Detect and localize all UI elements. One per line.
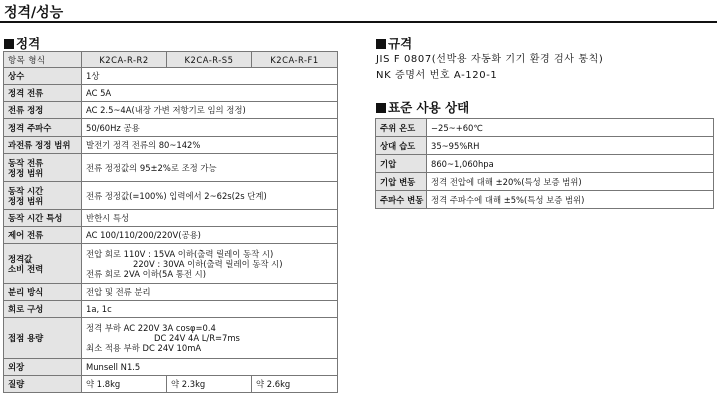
mass-s5: 약 2.3kg	[167, 376, 252, 393]
table-row	[376, 119, 714, 137]
row-value: 860~1,060hpa	[427, 155, 714, 173]
standards-heading-text: 규격	[388, 36, 413, 51]
square-bullet-icon	[4, 39, 14, 49]
row-label: 주위 온도	[376, 119, 427, 137]
table-row	[4, 119, 338, 137]
standards-heading	[376, 34, 412, 52]
row-value: 1a, 1c	[82, 301, 338, 318]
table-row	[376, 191, 714, 209]
table-row	[376, 155, 714, 173]
model-f1: K2CA-R-F1	[252, 52, 338, 68]
row-label: 기압 변동	[376, 173, 427, 191]
row-value: AC 100/110/200/220V(공용)	[82, 227, 338, 244]
row-value: 50/60Hz 공용	[82, 119, 338, 137]
square-bullet-icon	[376, 39, 386, 49]
rating-heading-text: 정격	[16, 36, 41, 51]
table-row	[376, 137, 714, 155]
row-label: 동작 시간 정정 범위	[4, 182, 82, 210]
table-row	[4, 376, 338, 393]
table-row	[4, 301, 338, 318]
row-value: −25~+60℃	[427, 119, 714, 137]
row-value: 전압 및 전류 분리	[82, 284, 338, 301]
row-label: 질량	[4, 376, 82, 393]
header-label: 항목 형식	[4, 52, 82, 68]
row-label: 정격값 소비 전력	[4, 244, 82, 284]
row-value: 전압 회로 110V : 15VA 이하(출력 릴레이 동작 시) 220V : 30VA 이하(출력 릴레이 동작 시) 전류 회로 2VA 이하(5A 통전 시)	[82, 244, 338, 284]
row-label: 동작 시간 특성	[4, 210, 82, 227]
row-label: 과전류 정정 범위	[4, 137, 82, 154]
row-label: 상수	[4, 68, 82, 85]
rating-table	[3, 51, 338, 393]
row-value: 정격 전압에 대해 ±20%(특성 보증 범위)	[427, 173, 714, 191]
row-label: 기압	[376, 155, 427, 173]
row-label: 상대 습도	[376, 137, 427, 155]
row-label: 접점 용량	[4, 318, 82, 359]
title-divider	[0, 21, 717, 23]
row-label: 외장	[4, 359, 82, 376]
model-r2: K2CA-R-R2	[82, 52, 167, 68]
row-value: 발전기 정격 전류의 80~142%	[82, 137, 338, 154]
table-row	[4, 210, 338, 227]
row-label: 주파수 변동	[376, 191, 427, 209]
row-label: 정격 주파수	[4, 119, 82, 137]
square-bullet-icon	[376, 103, 386, 113]
row-value: Munsell N1.5	[82, 359, 338, 376]
row-value: AC 5A	[82, 85, 338, 102]
conditions-heading-text: 표준 사용 상태	[388, 100, 470, 115]
row-value: AC 2.5~4A(내장 가변 저항기로 임의 정정)	[82, 102, 338, 119]
row-value: 정격 주파수에 대해 ±5%(특성 보증 범위)	[427, 191, 714, 209]
table-row	[4, 102, 338, 119]
table-row	[4, 154, 338, 182]
table-row	[4, 244, 338, 284]
row-value: 전류 정정값의 95±2%로 조정 가능	[82, 154, 338, 182]
row-label: 전류 정정	[4, 102, 82, 119]
page-title: 정격/성능	[4, 5, 64, 21]
table-row	[4, 359, 338, 376]
table-row	[4, 68, 338, 85]
table-row	[4, 284, 338, 301]
row-label: 동작 전류 정정 범위	[4, 154, 82, 182]
row-label: 제어 전류	[4, 227, 82, 244]
row-label: 정격 전류	[4, 85, 82, 102]
row-value: 전류 정정값(=100%) 입력에서 2~62s(2s 단계)	[82, 182, 338, 210]
row-value: 정격 부하 AC 220V 3A cosφ=0.4 DC 24V 4A L/R=7ms 최소 적용 부하 DC 24V 10mA	[82, 318, 338, 359]
standard-nk: NK 증명서 번호 A-120-1	[376, 70, 498, 81]
table-row	[4, 318, 338, 359]
mass-r2: 약 1.8kg	[82, 376, 167, 393]
table-row	[4, 182, 338, 210]
table-row	[4, 227, 338, 244]
table-row	[4, 137, 338, 154]
conditions-heading	[376, 98, 469, 116]
mass-f1: 약 2.6kg	[252, 376, 338, 393]
table-row	[4, 85, 338, 102]
rating-heading	[4, 34, 40, 52]
row-value: 35~95%RH	[427, 137, 714, 155]
table-header-row	[4, 52, 338, 68]
table-row	[376, 173, 714, 191]
row-label: 회로 구성	[4, 301, 82, 318]
model-s5: K2CA-R-S5	[167, 52, 252, 68]
row-value: 반한시 특성	[82, 210, 338, 227]
standard-jis: JIS F 0807(선박용 자동화 기기 환경 검사 통칙)	[376, 54, 604, 65]
row-value: 1상	[82, 68, 338, 85]
conditions-table	[375, 118, 714, 209]
row-label: 분리 방식	[4, 284, 82, 301]
